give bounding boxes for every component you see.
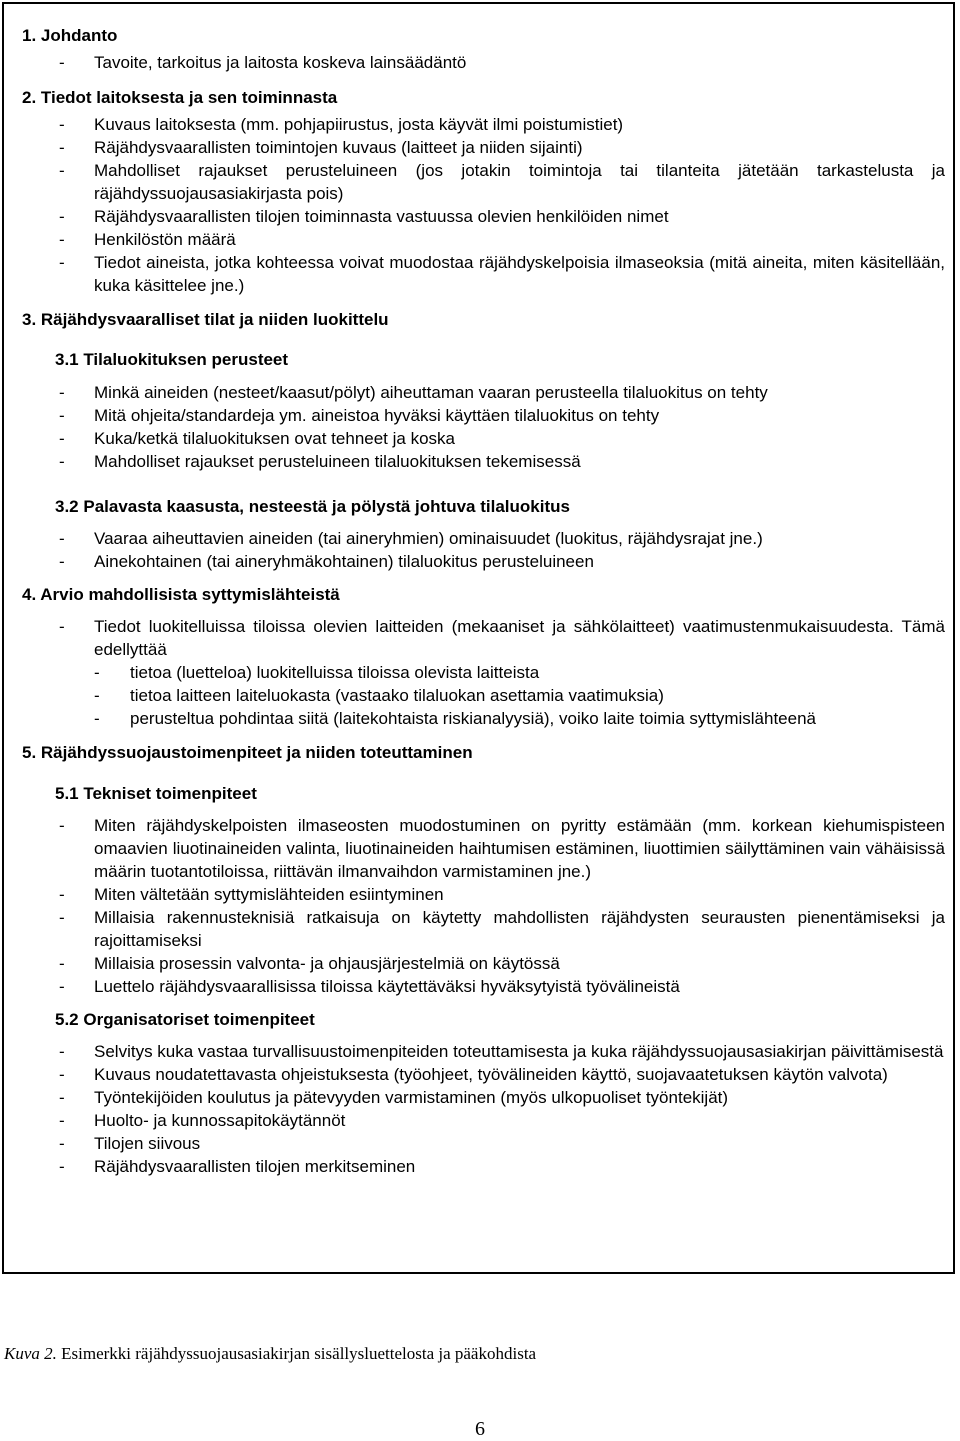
list-item: - Huolto- ja kunnossapitokäytännöt xyxy=(59,1111,346,1130)
heading-3-1: 3.1 Tilaluokituksen perusteet xyxy=(55,350,289,369)
list-item: - Tiedot luokitelluissa tiloissa olevien laitteiden (mekaaniset ja sähkölaitteet) vaatimustenmukaisuudesta. Tämä edellyttää xyxy=(59,617,945,659)
list-item: - Mitä ohjeita/standardeja ym. aineistoa hyväksi käyttäen tilaluokitus on tehty xyxy=(59,406,660,425)
list-item: - Millaisia rakennusteknisiä ratkaisuja on käytetty mahdollisten räjähdysten seurausten pienentämiseksi ja rajoittamiseksi xyxy=(59,908,945,950)
list-item: - Luettelo räjähdysvaarallisissa tiloissa käytettäväksi hyväksytyistä työvälineistä xyxy=(59,977,680,996)
heading-2: 2. Tiedot laitoksesta ja sen toiminnasta xyxy=(22,88,338,107)
list-item: - Työntekijöiden koulutus ja pätevyyden varmistaminen (myös ulkopuoliset työntekijät) xyxy=(59,1088,729,1107)
caption-text: Esimerkki räjähdyssuojausasiakirjan sisällysluettelosta ja pääkohdista xyxy=(61,1344,537,1363)
content-frame xyxy=(2,2,955,1274)
list-item: - Räjähdysvaarallisten tilojen toiminnasta vastuussa olevien henkilöiden nimet xyxy=(59,207,669,226)
heading-5-2: 5.2 Organisatoriset toimenpiteet xyxy=(55,1010,315,1029)
list-item: - Mahdolliset rajaukset perusteluineen tilaluokituksen tekemisessä xyxy=(59,452,581,471)
nested-list-item: - tietoa (luetteloa) luokitelluissa tiloissa olevista laitteista xyxy=(94,663,540,682)
list-item: - Minkä aineiden (nesteet/kaasut/pölyt) aiheuttaman vaaran perusteella tilaluokitus on tehty xyxy=(59,383,768,402)
list-item: - Millaisia prosessin valvonta- ja ohjausjärjestelmiä on käytössä xyxy=(59,954,560,973)
list-item: - Kuvaus laitoksesta (mm. pohjapiirustus, josta käyvät ilmi poistumistiet) xyxy=(59,115,624,134)
list-item: - Ainekohtainen (tai aineryhmäkohtainen) tilaluokitus perusteluineen xyxy=(59,552,594,571)
list-item: - Tavoite, tarkoitus ja laitosta koskeva lainsäädäntö xyxy=(59,53,467,72)
list-item: - Tiedot aineista, jotka kohteessa voivat muodostaa räjähdyskelpoisia ilmaseoksia (mitä aineita, miten käsitellään, kuka käsittelee jne.) xyxy=(59,253,945,295)
list-item: - Miten vältetään syttymislähteiden esiintyminen xyxy=(59,885,444,904)
caption-label: Kuva 2. xyxy=(4,1344,57,1363)
figure-caption xyxy=(4,1344,536,1364)
list-item: - Kuka/ketkä tilaluokituksen ovat tehneet ja koska xyxy=(59,429,455,448)
list-item: - Räjähdysvaarallisten toimintojen kuvaus (laitteet ja niiden sijainti) xyxy=(59,138,583,157)
list-item: - Tilojen siivous xyxy=(59,1134,201,1153)
heading-1: 1. Johdanto xyxy=(22,26,118,45)
list-item: - Kuvaus noudatettavasta ohjeistuksesta (työohjeet, työvälineiden käyttö, suojavaatetuksen käytön valvota) xyxy=(59,1065,888,1084)
list-item: - Mahdolliset rajaukset perusteluineen (jos jotakin toimintoja tai tilanteita jätetään tarkastelusta ja räjähdyssuojausasiakirjasta pois) xyxy=(59,161,945,203)
heading-5-1: 5.1 Tekniset toimenpiteet xyxy=(55,784,257,803)
document-body xyxy=(22,24,945,1178)
list-item: - Miten räjähdyskelpoisten ilmaseosten muodostuminen on pyritty estämään (mm. korkean kiehumispisteen omaavien liuotinaineiden valinta, liuotinaineiden haihtumisen estäminen, liuottimien säilyttäminen vain vähäisissä määrin tuotantotiloissa, riittävän ilmanvaihdon varmistaminen jne.) xyxy=(59,816,945,881)
list-item: - Selvitys kuka vastaa turvallisuustoimenpiteiden toteuttamisesta ja kuka räjähdyssuojausasiakirjan päivittämisestä xyxy=(59,1042,944,1061)
heading-3-2: 3.2 Palavasta kaasusta, nesteestä ja pölystä johtuva tilaluokitus xyxy=(55,497,570,516)
heading-5: 5. Räjähdyssuojaustoimenpiteet ja niiden toteuttaminen xyxy=(22,743,473,762)
heading-4: 4. Arvio mahdollisista syttymislähteistä xyxy=(22,585,340,604)
page-number: 6 xyxy=(475,1418,485,1440)
list-item: - Räjähdysvaarallisten tilojen merkitseminen xyxy=(59,1157,416,1176)
nested-list-item: - perusteltua pohdintaa siitä (laitekohtaista riskianalyysiä), voiko laite toimia syttymislähteenä xyxy=(94,709,817,728)
nested-list-item: - tietoa laitteen laiteluokasta (vastaako tilaluokan asettamia vaatimuksia) xyxy=(94,686,664,705)
list-item: - Vaaraa aiheuttavien aineiden (tai aineryhmien) ominaisuudet (luokitus, räjähdysrajat jne.) xyxy=(59,529,763,548)
heading-3: 3. Räjähdysvaaralliset tilat ja niiden luokittelu xyxy=(22,310,389,329)
list-item: - Henkilöstön määrä xyxy=(59,230,236,249)
